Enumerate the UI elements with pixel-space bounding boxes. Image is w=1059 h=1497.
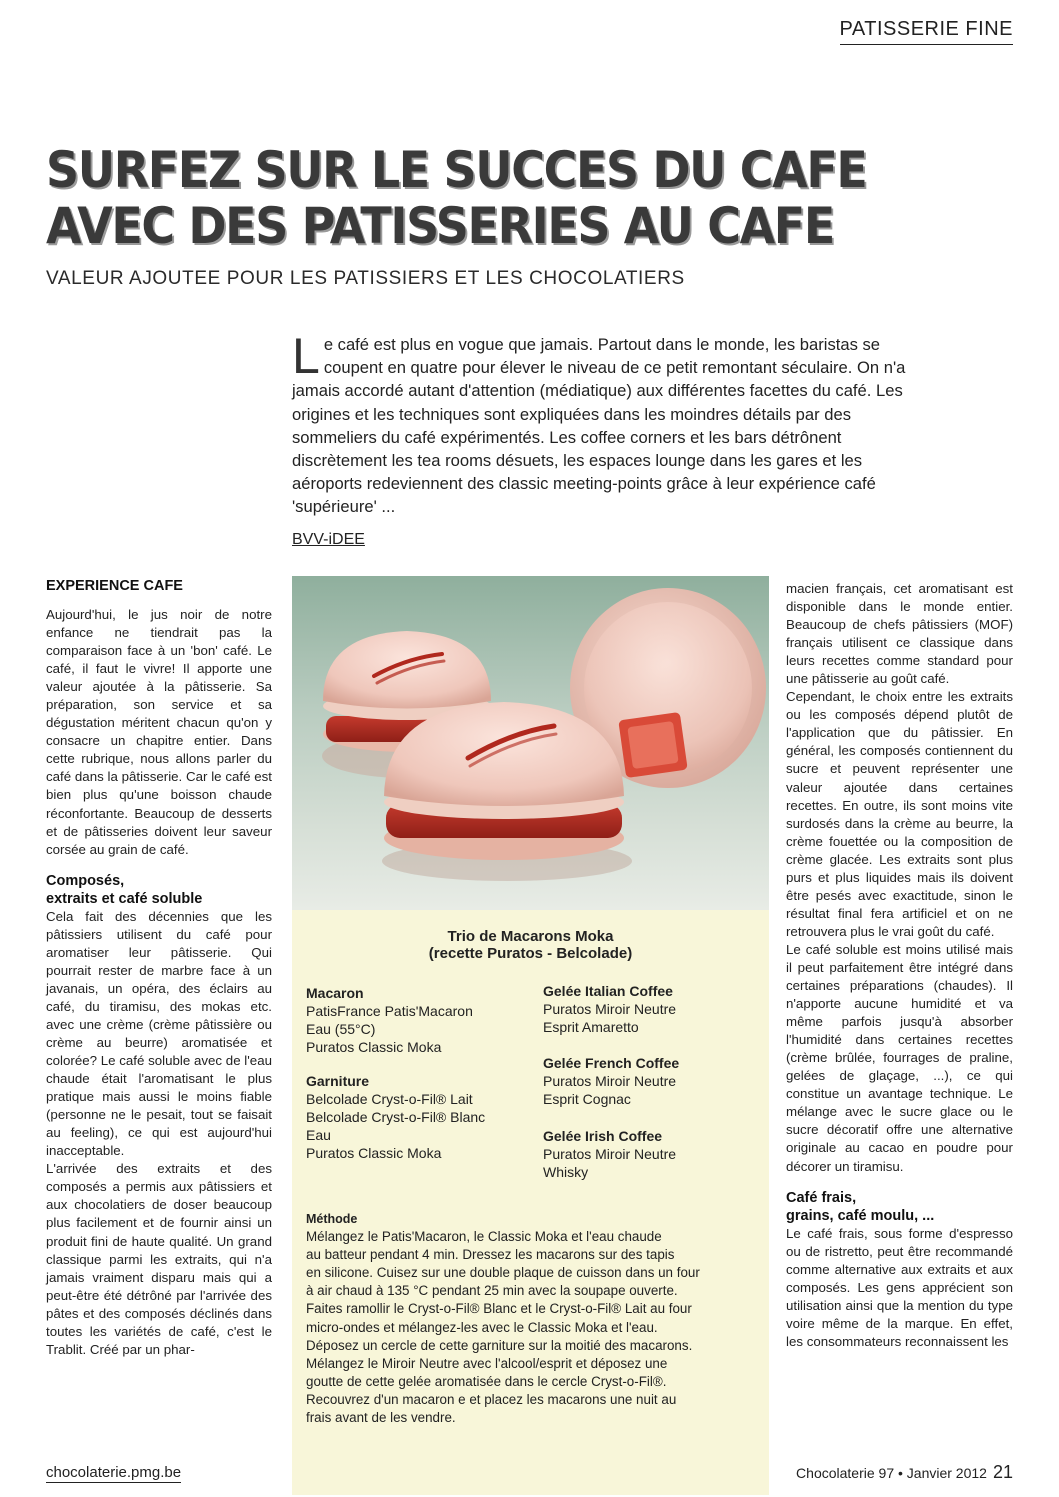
method-line: en silicone. Cuisez sur une double plaque de cuisson dans un four [306,1265,700,1281]
method-line: Déposez un cercle de cette garniture sur la moitié des macarons. [306,1337,693,1353]
method-line: à air chaud à 135 °C pendant 25 min avec la soupape ouverte. [306,1283,678,1299]
section-tag: PATISSERIE FINE [840,18,1013,45]
ingredient-item: Puratos Classic Moka [306,1039,442,1055]
method-line: Mélangez le Patis'Macaron, le Classic Moka et l'eau chaude [306,1229,662,1245]
intro-text: e café est plus en vogue que jamais. Partout dans le monde, les baristas se coupent en quatre pour élever le niveau de ce petit remontant séculaire. On n'a jamais accordé autant d'attention (médiatique) aux différentes facettes du café. Les origines et les techniques sont expliquées dans les moindres détails par des sommeliers du café expérimentés. Les coffee corners et les bars détrônent discrètement les tea rooms désuets, les espaces lounge dans les gares et les aéroports redeviennent des classic meeting-points grâce à leur expérience café 'supérieure' ... [292,335,906,517]
paragraph: Le café frais, sous forme d'espresso ou de ristretto, peut être recommandé comme alternative aux extraits et aux composés. Les gens apprécient son utilisation ainsi que la mention du type voire même de la marque. En effet, les consommateurs reconnaissent les [786,1225,1013,1349]
recipe-method [306,1210,756,1427]
macaron-front [382,702,632,881]
macarons-photo [292,576,769,910]
ingredient-group-irish [543,1127,676,1181]
paragraph: Aujourd'hui, le jus noir de notre enfance ne tiendrait pas la comparaison face à un 'bon' café. Le café, il faut le vivre! Il apporte une valeur ajoutée à la pâtisserie. Sa préparation, son service et sa dégustation méritent chacun qu'on y consacre un chapitre entier. Dans cette rubrique, nous allons parler du café dans la pâtisserie. Car le café est bien plus qu'une boisson chaude réconfortante. Beaucoup de desserts et de pâtisseries doivent leur saveur corsée au grain de café. [46,607,272,857]
recipe-title [292,928,769,962]
method-line: Faites ramollir le Cryst-o-Fil® Blanc et le Cryst-o-Fil® Lait au four [306,1301,692,1317]
ingredient-item: Puratos Classic Moka [306,1145,442,1161]
paragraph: macien français, cet aromatisant est disponible dans le monde entier. Beaucoup de chefs pâtissiers (MOF) français utilisent ce classique dans leurs recettes comme standard pour une pâtisserie au goût café. [786,581,1013,687]
heading-composes [46,872,272,908]
footer-issue [796,1462,1013,1483]
issue-info: Chocolaterie 97 • Janvier 2012 [796,1465,987,1481]
recipe-title-line: (recette Puratos - Belcolade) [428,945,633,962]
ingredient-item: PatisFrance Patis'Macaron [306,1003,473,1019]
ingredient-item: Puratos Miroir Neutre [543,1146,677,1162]
heading-line: extraits et café soluble [46,890,203,907]
heading-cafe-frais [786,1189,1013,1225]
paragraph: Cela fait des décennies que les pâtissiers utilisent du café pour aromatiser leur pâtisserie. Qui pourrait rester de marbre face à un javanais, un opéra, des éclairs au café, du tiramisu, des mokas etc. avec une crème (crème pâtissière ou crème au beurre) aromatisée et colorée? Le café soluble avec de l'eau chaude était l'aromatisant le plus pratique mais aussi le moins fiable (personne ne le pesait, tout se faisait au feeling), ce qui est aujourd'hui inacceptable. [46,908,272,1159]
paragraph: L'arrivée des extraits et des composés a permis aux pâtissiers et aux chocolatiers de doser beaucoup plus facilement et de fournir ainsi un produit fini de haute qualité. Un grand classique parmi les extraits, qui n'a jamais vraiment disparu mais qui a peut-être été détrôné par l'arrivée des pâtes et des composés déclinés dans toutes les variétés de café, c'est le Trablit. Créé par un phar- [46,1161,272,1357]
macarons-illustration [292,576,769,910]
method-line: Mélangez le Miroir Neutre avec l'alcool/esprit et déposez une [306,1355,668,1371]
ingredient-group-garniture [306,1072,485,1162]
ingredient-item: Esprit Amaretto [543,1019,639,1035]
heading-line: grains, café moulu, ... [786,1207,935,1224]
heading-line: Composés, [46,872,125,889]
ingredient-group-title: Gelée French Coffee [543,1055,680,1071]
ingredient-group-title: Garniture [306,1073,370,1089]
heading-line: Café frais, [786,1189,857,1206]
title-line-2: AVEC DES PATISSERIES AU CAFE [46,197,834,255]
ingredient-item: Eau (55°C) [306,1021,376,1037]
ingredient-item: Puratos Miroir Neutre [543,1073,677,1089]
column-left [46,577,272,1359]
page-number: 21 [992,1462,1013,1482]
heading-experience-cafe: EXPERIENCE CAFE [46,578,183,594]
byline: BVV-iDEE [292,531,365,548]
ingredient-group-title: Macaron [306,985,364,1001]
ingredient-item: Whisky [543,1164,589,1180]
article-subtitle: VALEUR AJOUTEE POUR LES PATISSIERS ET LES CHOCOLATIERS [46,268,685,289]
method-line: goutte de cette gelée aromatisée dans le cercle Cryst-o-Fil®. [306,1373,667,1389]
method-line: frais avant de les vendre. [306,1410,456,1426]
ingredient-group-title: Gelée Italian Coffee [543,983,673,999]
ingredient-group-title: Gelée Irish Coffee [543,1128,663,1144]
ingredient-item: Belcolade Cryst-o-Fil® Lait [306,1091,473,1107]
column-right [786,580,1013,1351]
ingredient-item: Eau [306,1127,331,1143]
paragraph: Le café soluble est moins utilisé mais il peut parfaitement être intégré dans certaines préparations (chaudes). Il n'apporte aucune humidité et va même parfois jusqu'à absorber l'humidité dans certaines recettes (crème brûlée, fourrages de praline, gelées de glaçage, ...), ce qui constitue un avantage technique. Le mélange avec le sucre glace ou le sucre décoratif offre une alternative originale au cacao en poudre pour décorer un tiramisu. [786,941,1013,1174]
ingredient-item: Esprit Cognac [543,1091,631,1107]
method-line: au batteur pendant 4 min. Dressez les macarons sur des tapis [306,1247,675,1263]
recipe-box [292,910,769,1495]
paragraph: Cependant, le choix entre les extraits ou les composés dépend plutôt de l'application que du pâtissier. En général, les composés contiennent du sucre et peuvent représenter une valeur ajoutée dans certaines recettes. En outre, ils sont moins vite surdosés dans la crème au beurre, la crème fouettée ou la composition de crème glacée. Les extraits sont plus purs et plus liquides mais ils doivent être pesés avec exactitude, sinon le résultat final fera artificiel et on ne retrouvera plus le vrai goût du café. [786,689,1013,939]
ingredient-group-italian [543,982,676,1036]
drop-cap: L [292,328,320,384]
footer-website-link[interactable]: chocolaterie.pmg.be [46,1464,182,1481]
intro-paragraph [292,328,912,519]
ingredient-item: Puratos Miroir Neutre [543,1001,677,1017]
ingredient-group-french [543,1054,679,1108]
article-title [46,142,874,254]
recipe-title-line: Trio de Macarons Moka [447,928,614,945]
ingredient-item: Belcolade Cryst-o-Fil® Blanc [306,1109,486,1125]
method-title: Méthode [306,1212,358,1226]
method-line: Recouvrez d'un macaron e et placez les macarons une nuit au [306,1391,677,1407]
title-line-1: SURFEZ SUR LE SUCCES DU CAFE [46,141,867,199]
ingredient-group-macaron [306,984,473,1056]
method-line: micro-ondes et mélangez-les avec le Classic Moka et l'eau. [306,1319,658,1335]
